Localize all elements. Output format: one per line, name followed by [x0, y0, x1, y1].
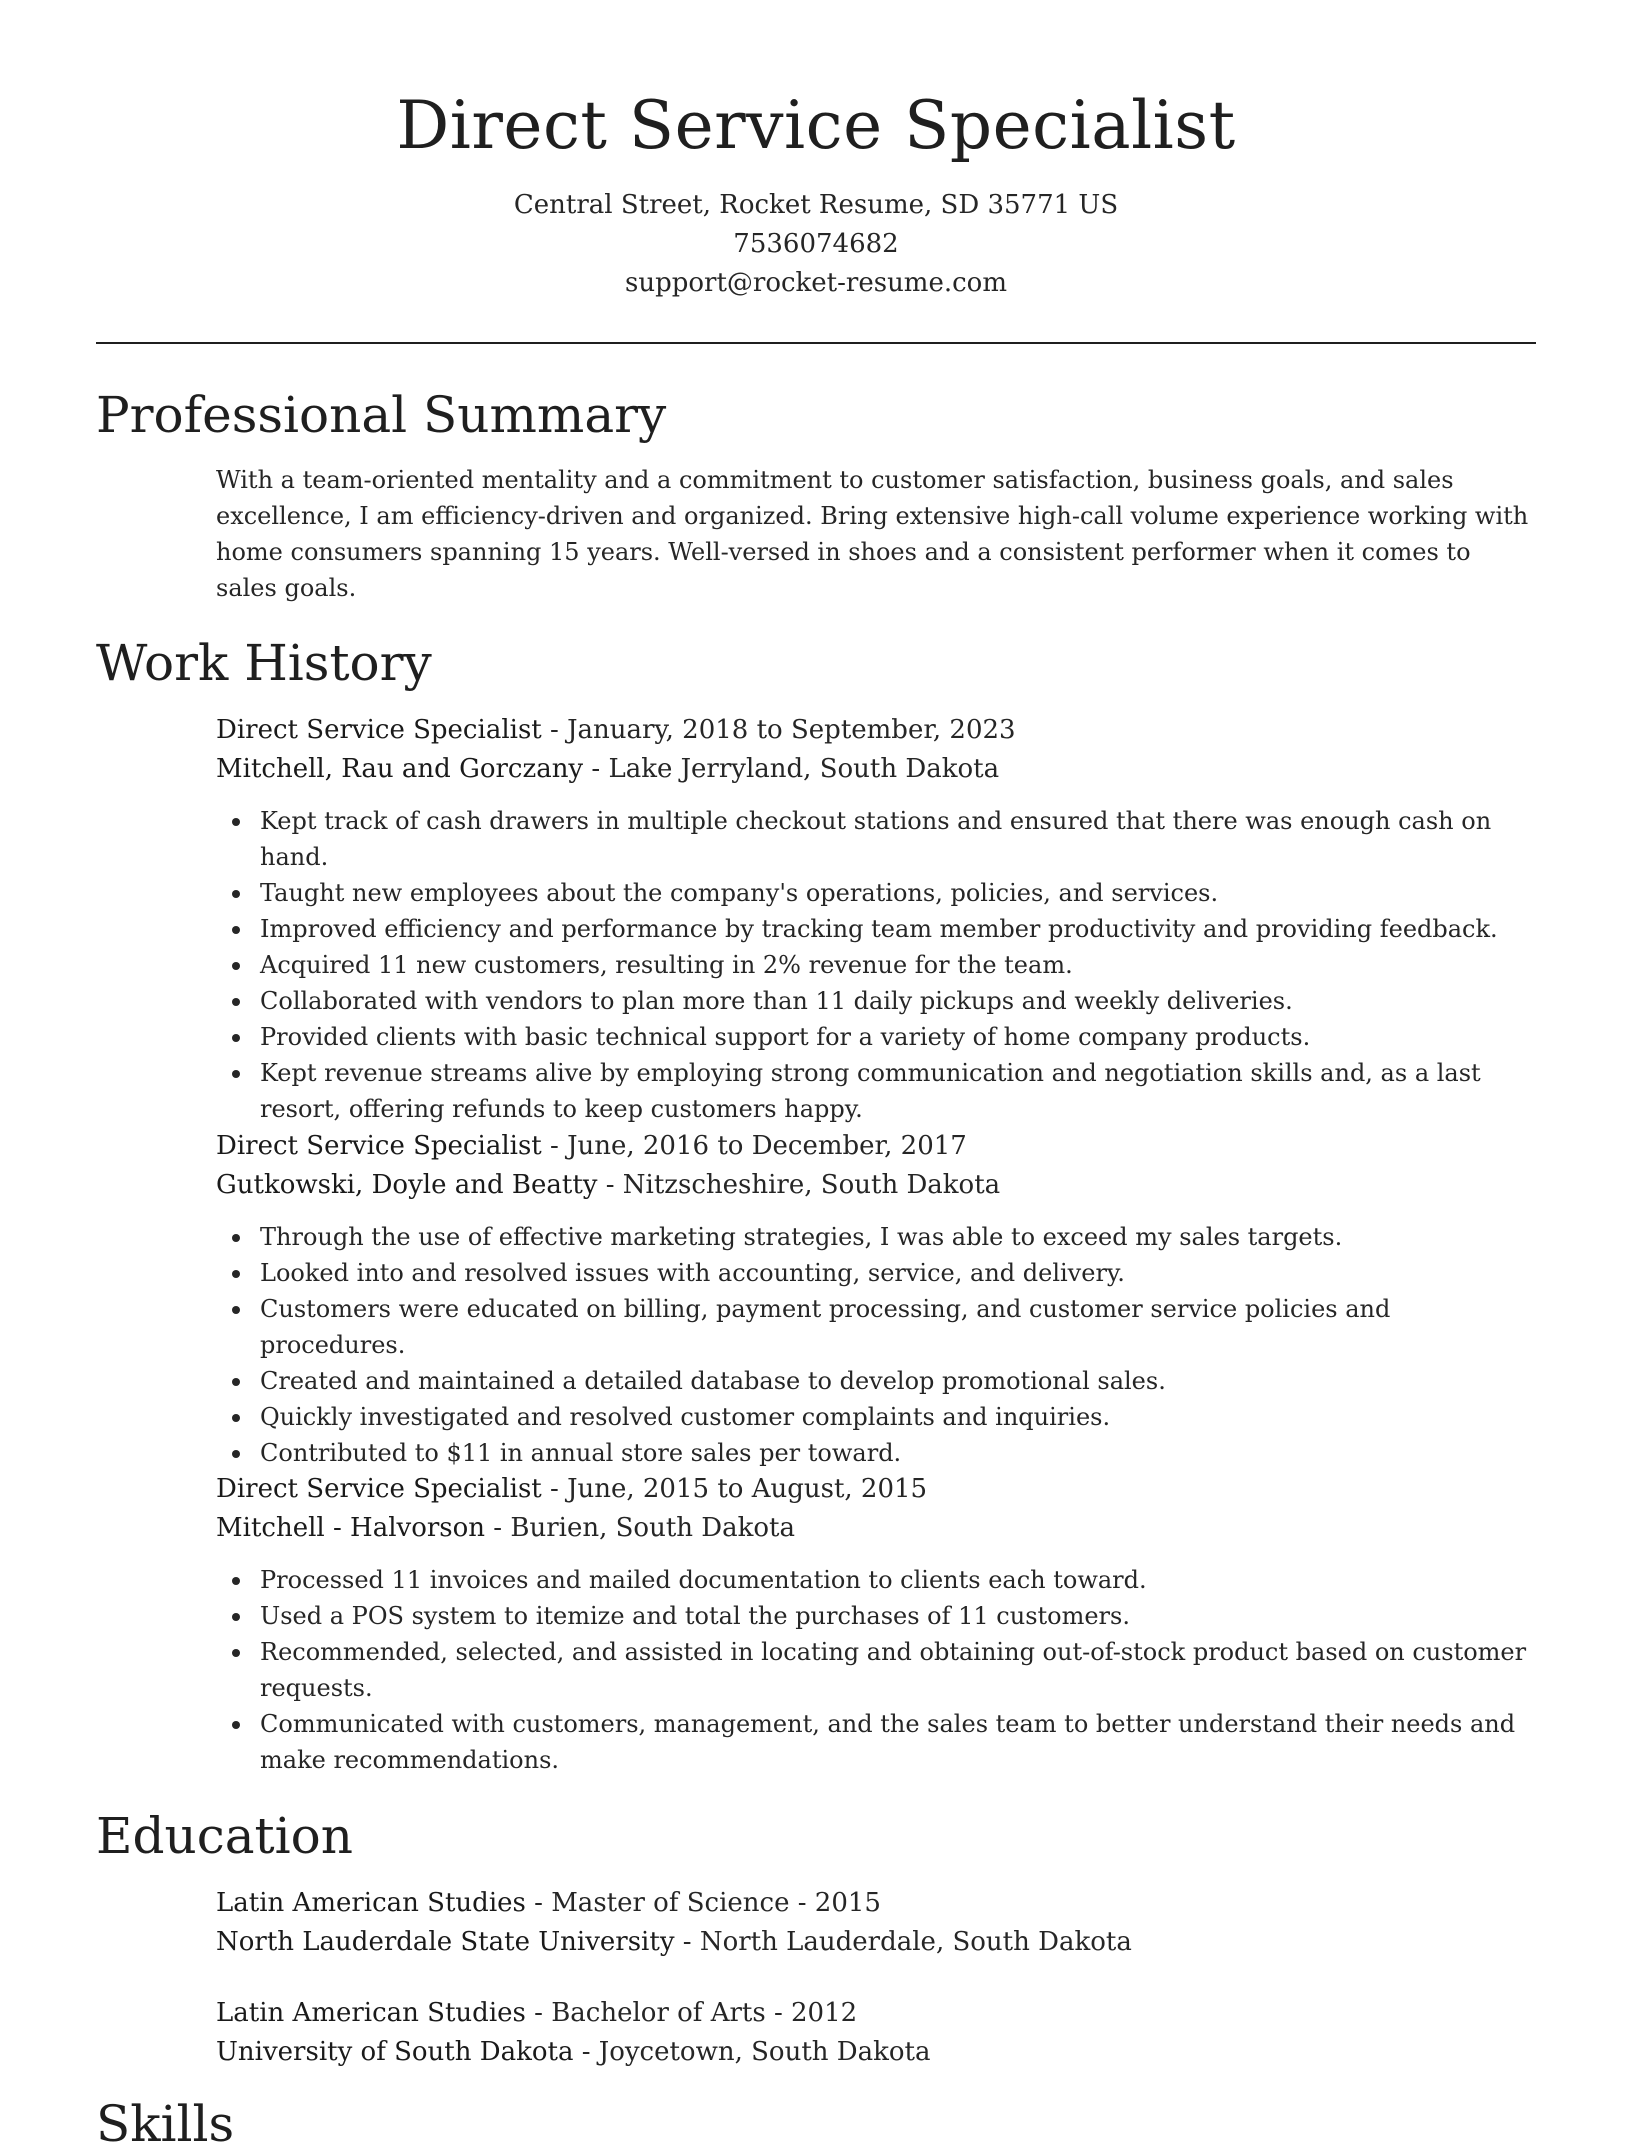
education-degree: - Bachelor of Arts - 2012 — [525, 1998, 858, 2028]
list-item: Kept revenue streams alive by employing strong communication and negotiation skills and, as a last resort, offering refunds to keep customers happy. — [260, 1055, 1536, 1127]
job-dates: - June, 2015 to August, 2015 — [541, 1474, 928, 1504]
education-location: - North Lauderdale, South Dakota — [674, 1927, 1132, 1957]
list-item: Collaborated with vendors to plan more than 11 daily pickups and weekly deliveries. — [260, 983, 1536, 1019]
education-school-line — [216, 1923, 1536, 1962]
job-title: Direct Service Specialist — [216, 1131, 542, 1161]
list-item: Created and maintained a detailed database to develop promotional sales. — [260, 1363, 1536, 1399]
list-item: Acquired 11 new customers, resulting in 2% revenue for the team. — [260, 947, 1536, 983]
job-location: - Lake Jerryland, South Dakota — [583, 754, 1000, 784]
contact-block — [96, 186, 1536, 303]
education-field: Latin American Studies — [216, 1888, 526, 1918]
section-title-skills: Skills — [96, 2095, 235, 2153]
list-item: Processed 11 invoices and mailed documentation to clients each toward. — [260, 1562, 1536, 1598]
job-location: - Nitzscheshire, South Dakota — [597, 1170, 1001, 1200]
job-duties-list — [216, 803, 1536, 1127]
job-location: - Burien, South Dakota — [485, 1513, 795, 1543]
education-school: North Lauderdale State University — [216, 1927, 675, 1957]
list-item: Customers were educated on billing, payment processing, and customer service policies and procedures. — [260, 1291, 1536, 1363]
list-item: Looked into and resolved issues with accounting, service, and delivery. — [260, 1255, 1536, 1291]
candidate-title: Direct Service Specialist — [396, 87, 1236, 164]
section-title-summary: Professional Summary — [96, 386, 667, 444]
job-duties-list — [216, 1562, 1536, 1778]
contact-address: Central Street, Rocket Resume, SD 35771 US — [513, 190, 1119, 220]
job-company: Gutkowski, Doyle and Beatty — [216, 1170, 598, 1200]
list-item: Through the use of effective marketing strategies, I was able to exceed my sales targets. — [260, 1219, 1536, 1255]
contact-email: support@rocket-resume.com — [624, 268, 1007, 298]
list-item: Taught new employees about the company's operations, policies, and services. — [260, 875, 1536, 911]
header-divider — [96, 342, 1536, 344]
education-school-line — [216, 2033, 1536, 2072]
job-title-line — [216, 1127, 1536, 1166]
education-degree: - Master of Science - 2015 — [525, 1888, 881, 1918]
education-entry — [216, 1884, 1536, 1962]
education-entry — [216, 1994, 1536, 2072]
resume-header — [96, 80, 1536, 303]
job-dates: - January, 2018 to September, 2023 — [541, 715, 1016, 745]
job-company-line — [216, 1509, 1536, 1548]
job-company-line — [216, 750, 1536, 789]
education-school: University of South Dakota — [216, 2037, 574, 2067]
list-item: Improved efficiency and performance by tracking team member productivity and providing feedback. — [260, 911, 1536, 947]
list-item: Provided clients with basic technical support for a variety of home company products. — [260, 1019, 1536, 1055]
job-entry — [216, 1470, 1536, 1778]
job-entry — [216, 711, 1536, 1127]
list-item: Kept track of cash drawers in multiple checkout stations and ensured that there was enough cash on hand. — [260, 803, 1536, 875]
section-title-work-history: Work History — [96, 634, 432, 692]
list-item: Communicated with customers, management, and the sales team to better understand their needs and make recommendations. — [260, 1706, 1536, 1778]
list-item: Contributed to $11 in annual store sales per toward. — [260, 1435, 1536, 1471]
job-title-line — [216, 1470, 1536, 1509]
list-item: Recommended, selected, and assisted in locating and obtaining out-of-stock product based on customer requests. — [260, 1634, 1536, 1706]
job-title: Direct Service Specialist — [216, 715, 542, 745]
section-title-education: Education — [96, 1807, 353, 1865]
job-entry — [216, 1127, 1536, 1471]
job-company: Mitchell - Halvorson — [216, 1513, 486, 1543]
job-dates: - June, 2016 to December, 2017 — [541, 1131, 967, 1161]
list-item: Used a POS system to itemize and total the purchases of 11 customers. — [260, 1598, 1536, 1634]
job-company-line — [216, 1166, 1536, 1205]
job-title: Direct Service Specialist — [216, 1474, 542, 1504]
education-field: Latin American Studies — [216, 1998, 526, 2028]
job-company: Mitchell, Rau and Gorczany — [216, 754, 584, 784]
list-item: Quickly investigated and resolved customer complaints and inquiries. — [260, 1399, 1536, 1435]
education-degree-line — [216, 1994, 1536, 2033]
education-location: - Joycetown, South Dakota — [573, 2037, 931, 2067]
contact-phone: 7536074682 — [733, 229, 899, 259]
job-duties-list — [216, 1219, 1536, 1471]
summary-text: With a team-oriented mentality and a commitment to customer satisfaction, business goals, and sales excellence, I am efficiency-driven and organized. Bring extensive high-call volume experience working with home consumers spanning 15 years. Well-versed in shoes and a consistent performer when it comes to sales goals. — [216, 466, 1529, 602]
job-title-line — [216, 711, 1536, 750]
education-degree-line — [216, 1884, 1536, 1923]
